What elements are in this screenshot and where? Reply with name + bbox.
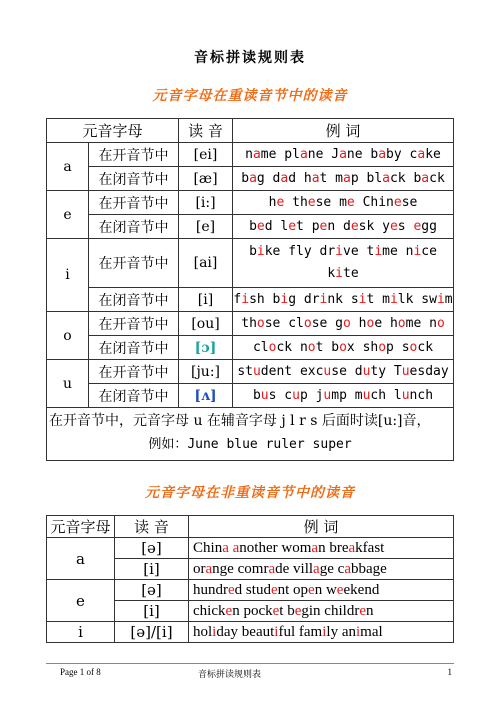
- example-word: shop: [362, 340, 394, 355]
- example-word: cup: [284, 388, 308, 403]
- sound-cell: [e]: [179, 215, 233, 239]
- examples-cell: [189, 622, 454, 643]
- table-row: [47, 580, 454, 601]
- example-word: drink: [303, 292, 343, 307]
- header-sound: 读 音: [179, 119, 233, 143]
- syllable-type-cell: 在开音节中: [89, 312, 179, 336]
- examples-cell: [233, 215, 454, 239]
- example-word: no: [429, 316, 445, 331]
- table-row: [47, 143, 454, 167]
- table-header-row: [47, 119, 454, 143]
- example-word: village: [293, 560, 334, 577]
- example-word: kite: [327, 266, 359, 281]
- sound-cell: [ə]: [115, 580, 189, 601]
- example-word: hundred: [193, 581, 243, 598]
- example-word: much: [354, 388, 387, 403]
- example-word: duty: [354, 364, 387, 379]
- example-word: Chinese: [362, 195, 418, 210]
- example-word: milk: [382, 292, 414, 307]
- syllable-type-cell: 在开音节中: [89, 360, 179, 384]
- example-word: student: [245, 581, 290, 598]
- example-word: map: [335, 171, 359, 186]
- sound-cell: [ei]: [179, 143, 233, 167]
- example-word: fish: [233, 292, 265, 307]
- example-word: weekend: [325, 581, 380, 598]
- note-row: [47, 408, 454, 461]
- table-row: [47, 622, 454, 643]
- note-cell: [47, 408, 454, 461]
- example-word: clock: [252, 340, 293, 355]
- example-word: yes: [382, 219, 406, 234]
- syllable-type-cell: 在闭音节中: [89, 167, 179, 191]
- header-examples: 例 词: [189, 516, 454, 538]
- sound-cell: [i]: [115, 601, 189, 622]
- section-title-unstressed: 元音字母在非重读音节中的读音: [145, 485, 355, 501]
- examples-cell: [233, 143, 454, 167]
- letter-cell: i: [47, 239, 89, 312]
- example-word: home: [389, 316, 422, 331]
- table-row: [47, 167, 454, 191]
- example-word: pen: [311, 219, 336, 234]
- example-word: let: [280, 219, 304, 234]
- example-word: baby: [370, 147, 402, 162]
- example-word: comrade: [237, 560, 290, 577]
- letter-cell: a: [47, 538, 115, 580]
- table-row: [47, 288, 454, 312]
- syllable-type-cell: 在闭音节中: [89, 336, 179, 360]
- example-word: pocket: [243, 602, 284, 619]
- example-word: Tuesday: [393, 364, 449, 379]
- examples-cell: [233, 360, 454, 384]
- table-header-row: [47, 516, 454, 538]
- page-footer: [46, 663, 454, 679]
- example-word: those: [241, 316, 281, 331]
- example-word: fly: [288, 244, 312, 259]
- syllable-type-cell: 在闭音节中: [89, 215, 179, 239]
- header-examples: 例 词: [233, 119, 454, 143]
- example-word: name: [245, 147, 277, 162]
- footer-page-number: 1: [447, 667, 452, 677]
- example-word: desk: [343, 219, 375, 234]
- letter-cell: i: [47, 622, 115, 643]
- example-word: children: [324, 602, 374, 619]
- header-sound: 读 音: [115, 516, 189, 538]
- example-word: drive: [319, 244, 359, 259]
- example-word: plane: [284, 147, 324, 162]
- table-row: [47, 336, 454, 360]
- section-title-stressed: 元音字母在重读音节中的读音: [152, 88, 348, 104]
- example-word: swim: [421, 292, 453, 307]
- example-word: go: [335, 316, 351, 331]
- unstressed-vowel-table: [46, 515, 454, 643]
- table-row: [47, 215, 454, 239]
- sound-cell: [i]: [115, 559, 189, 580]
- example-word: nice: [405, 244, 437, 259]
- examples-cell: [233, 239, 454, 288]
- examples-cell: [189, 538, 454, 559]
- example-word: China: [193, 539, 229, 556]
- footer-doc-name: 音标拼读规则表: [198, 669, 262, 679]
- sound-cell: [ou]: [179, 312, 233, 336]
- syllable-type-cell: 在开音节中: [89, 191, 179, 215]
- example-word: open: [293, 581, 323, 598]
- letter-cell: u: [47, 360, 89, 408]
- table-row: [47, 239, 454, 288]
- example-word: Jane: [331, 147, 363, 162]
- example-word: holiday: [193, 623, 239, 640]
- examples-cell: [189, 601, 454, 622]
- table-row: [47, 360, 454, 384]
- example-word: big: [272, 292, 297, 307]
- letter-cell: e: [47, 580, 115, 622]
- examples-cell: [189, 559, 454, 580]
- example-word: bag: [241, 171, 265, 186]
- sound-cell: [ɔ]: [179, 336, 233, 360]
- syllable-type-cell: 在开音节中: [89, 143, 179, 167]
- example-word: me: [339, 195, 355, 210]
- page-indicator: Page 1 of 8: [60, 667, 101, 677]
- sound-cell: [ai]: [179, 239, 233, 288]
- example-word: he: [268, 195, 285, 210]
- examples-cell: [189, 580, 454, 601]
- sound-cell: [ə]/[i]: [115, 622, 189, 643]
- example-word: jump: [315, 388, 347, 403]
- example-word: orange: [193, 560, 234, 577]
- sound-cell: [ju:]: [179, 360, 233, 384]
- examples-cell: [233, 384, 454, 408]
- example-word: bus: [252, 388, 277, 403]
- example-word: lunch: [393, 388, 434, 403]
- example-word: dad: [272, 171, 297, 186]
- examples-cell: [233, 336, 454, 360]
- example-word: egg: [413, 219, 437, 234]
- syllable-type-cell: 在闭音节中: [89, 288, 179, 312]
- note-example: 例如：June blue ruler super: [148, 437, 352, 452]
- example-word: box: [331, 340, 355, 355]
- sound-cell: [i]: [179, 288, 233, 312]
- table-row: [47, 191, 454, 215]
- example-word: bike: [249, 244, 281, 259]
- syllable-type-cell: 在开音节中: [89, 239, 179, 288]
- document-title: 音标拼读规则表: [194, 50, 306, 66]
- example-word: these: [292, 195, 332, 210]
- table-row: [47, 538, 454, 559]
- example-word: breakfast: [329, 539, 385, 556]
- header-letter: 元音字母: [47, 516, 115, 538]
- example-word: cabbage: [337, 560, 387, 577]
- example-word: hat: [303, 171, 328, 186]
- sound-cell: [ə]: [115, 538, 189, 559]
- table-row: [47, 312, 454, 336]
- example-word: bed: [249, 219, 273, 234]
- letter-cell: o: [47, 312, 89, 360]
- example-word: woman: [281, 539, 326, 556]
- note-text: 在开音节中，元音字母 u 在辅音字母 j l r s 后面时读[u:]音，: [49, 413, 431, 429]
- examples-cell: [233, 288, 454, 312]
- examples-cell: [233, 191, 454, 215]
- letter-cell: e: [47, 191, 89, 239]
- example-word: cake: [409, 147, 441, 162]
- example-word: family: [298, 623, 339, 640]
- sound-cell: [i:]: [179, 191, 233, 215]
- stressed-vowel-table: [46, 118, 454, 461]
- examples-cell: [233, 167, 454, 191]
- examples-cell: [233, 312, 454, 336]
- example-word: begin: [287, 602, 321, 619]
- example-word: beautiful: [241, 623, 296, 640]
- example-word: another: [232, 539, 278, 556]
- example-word: sit: [350, 292, 375, 307]
- example-word: close: [288, 316, 328, 331]
- example-word: black: [366, 171, 406, 186]
- example-word: not: [299, 340, 324, 355]
- example-word: animal: [341, 623, 383, 640]
- letter-cell: a: [47, 143, 89, 191]
- example-word: student: [237, 364, 293, 379]
- example-word: hoe: [358, 316, 383, 331]
- example-word: back: [413, 171, 445, 186]
- sound-cell: [ʌ]: [179, 384, 233, 408]
- example-word: sock: [401, 340, 434, 355]
- syllable-type-cell: 在闭音节中: [89, 384, 179, 408]
- example-word: chicken: [193, 602, 240, 619]
- table-row: [47, 384, 454, 408]
- sound-cell: [æ]: [179, 167, 233, 191]
- example-word: time: [366, 244, 398, 259]
- example-word: excuse: [299, 364, 347, 379]
- header-letter: 元音字母: [47, 119, 179, 143]
